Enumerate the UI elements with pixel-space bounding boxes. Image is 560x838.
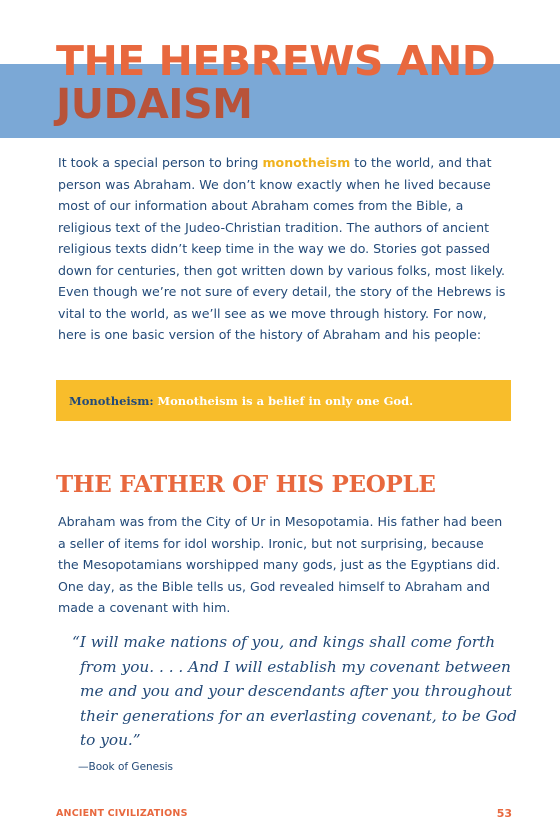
- callout-term: Monotheism:: [69, 393, 154, 408]
- intro-text-rest: to the world, and that person was Abraham. We don’t know exactly when he lived because most of our information about Abraham comes from the Bible, a religious text of the Judeo-Christian tradition. The authors of ancient religious texts didn’t keep time in the way we do. Stories got passed down for centuries, then got written down by various folks, most likely. Even though we’re not sure of every detail, the story of the Hebrews is vital to the world, as we’ll see as we move through history. For now, here is one basic version of the history of Abraham and his people:: [58, 155, 506, 342]
- glossary-term-highlight: monotheism: [262, 155, 351, 170]
- scripture-quote: “I will make nations of you, and kings shall come forth from you. . . . And I will establish my covenant between me and you and your descendants after you throughout their generations for an everlasting covenant, to be God to you.”: [72, 633, 517, 749]
- chapter-title: [56, 37, 496, 128]
- quote-attribution: —Book of Genesis: [78, 761, 173, 773]
- callout-definition: Monotheism is a belief in only one God.: [157, 393, 414, 408]
- intro-text-start: It took a special person to bring: [58, 155, 263, 170]
- definition-callout: [56, 380, 511, 421]
- running-footer-title: ANCIENT CIVILIZATIONS: [56, 808, 188, 819]
- section-body: Abraham was from the City of Ur in Mesopotamia. His father had been a seller of items for idol worship. Ironic, but not surprising, because the Mesopotamians worshipped many gods, just as the Egyptians did. One day, as the Bible tells us, God revealed himself to Abraham and made a covenant with him.: [58, 514, 503, 615]
- page-number: 53: [496, 807, 512, 820]
- section-heading: THE FATHER OF HIS PEOPLE: [56, 471, 436, 498]
- chapter-title-line1: THE HEBREWS AND: [56, 37, 496, 85]
- chapter-title-line2: JUDAISM: [56, 80, 253, 128]
- intro-paragraph: [58, 152, 506, 346]
